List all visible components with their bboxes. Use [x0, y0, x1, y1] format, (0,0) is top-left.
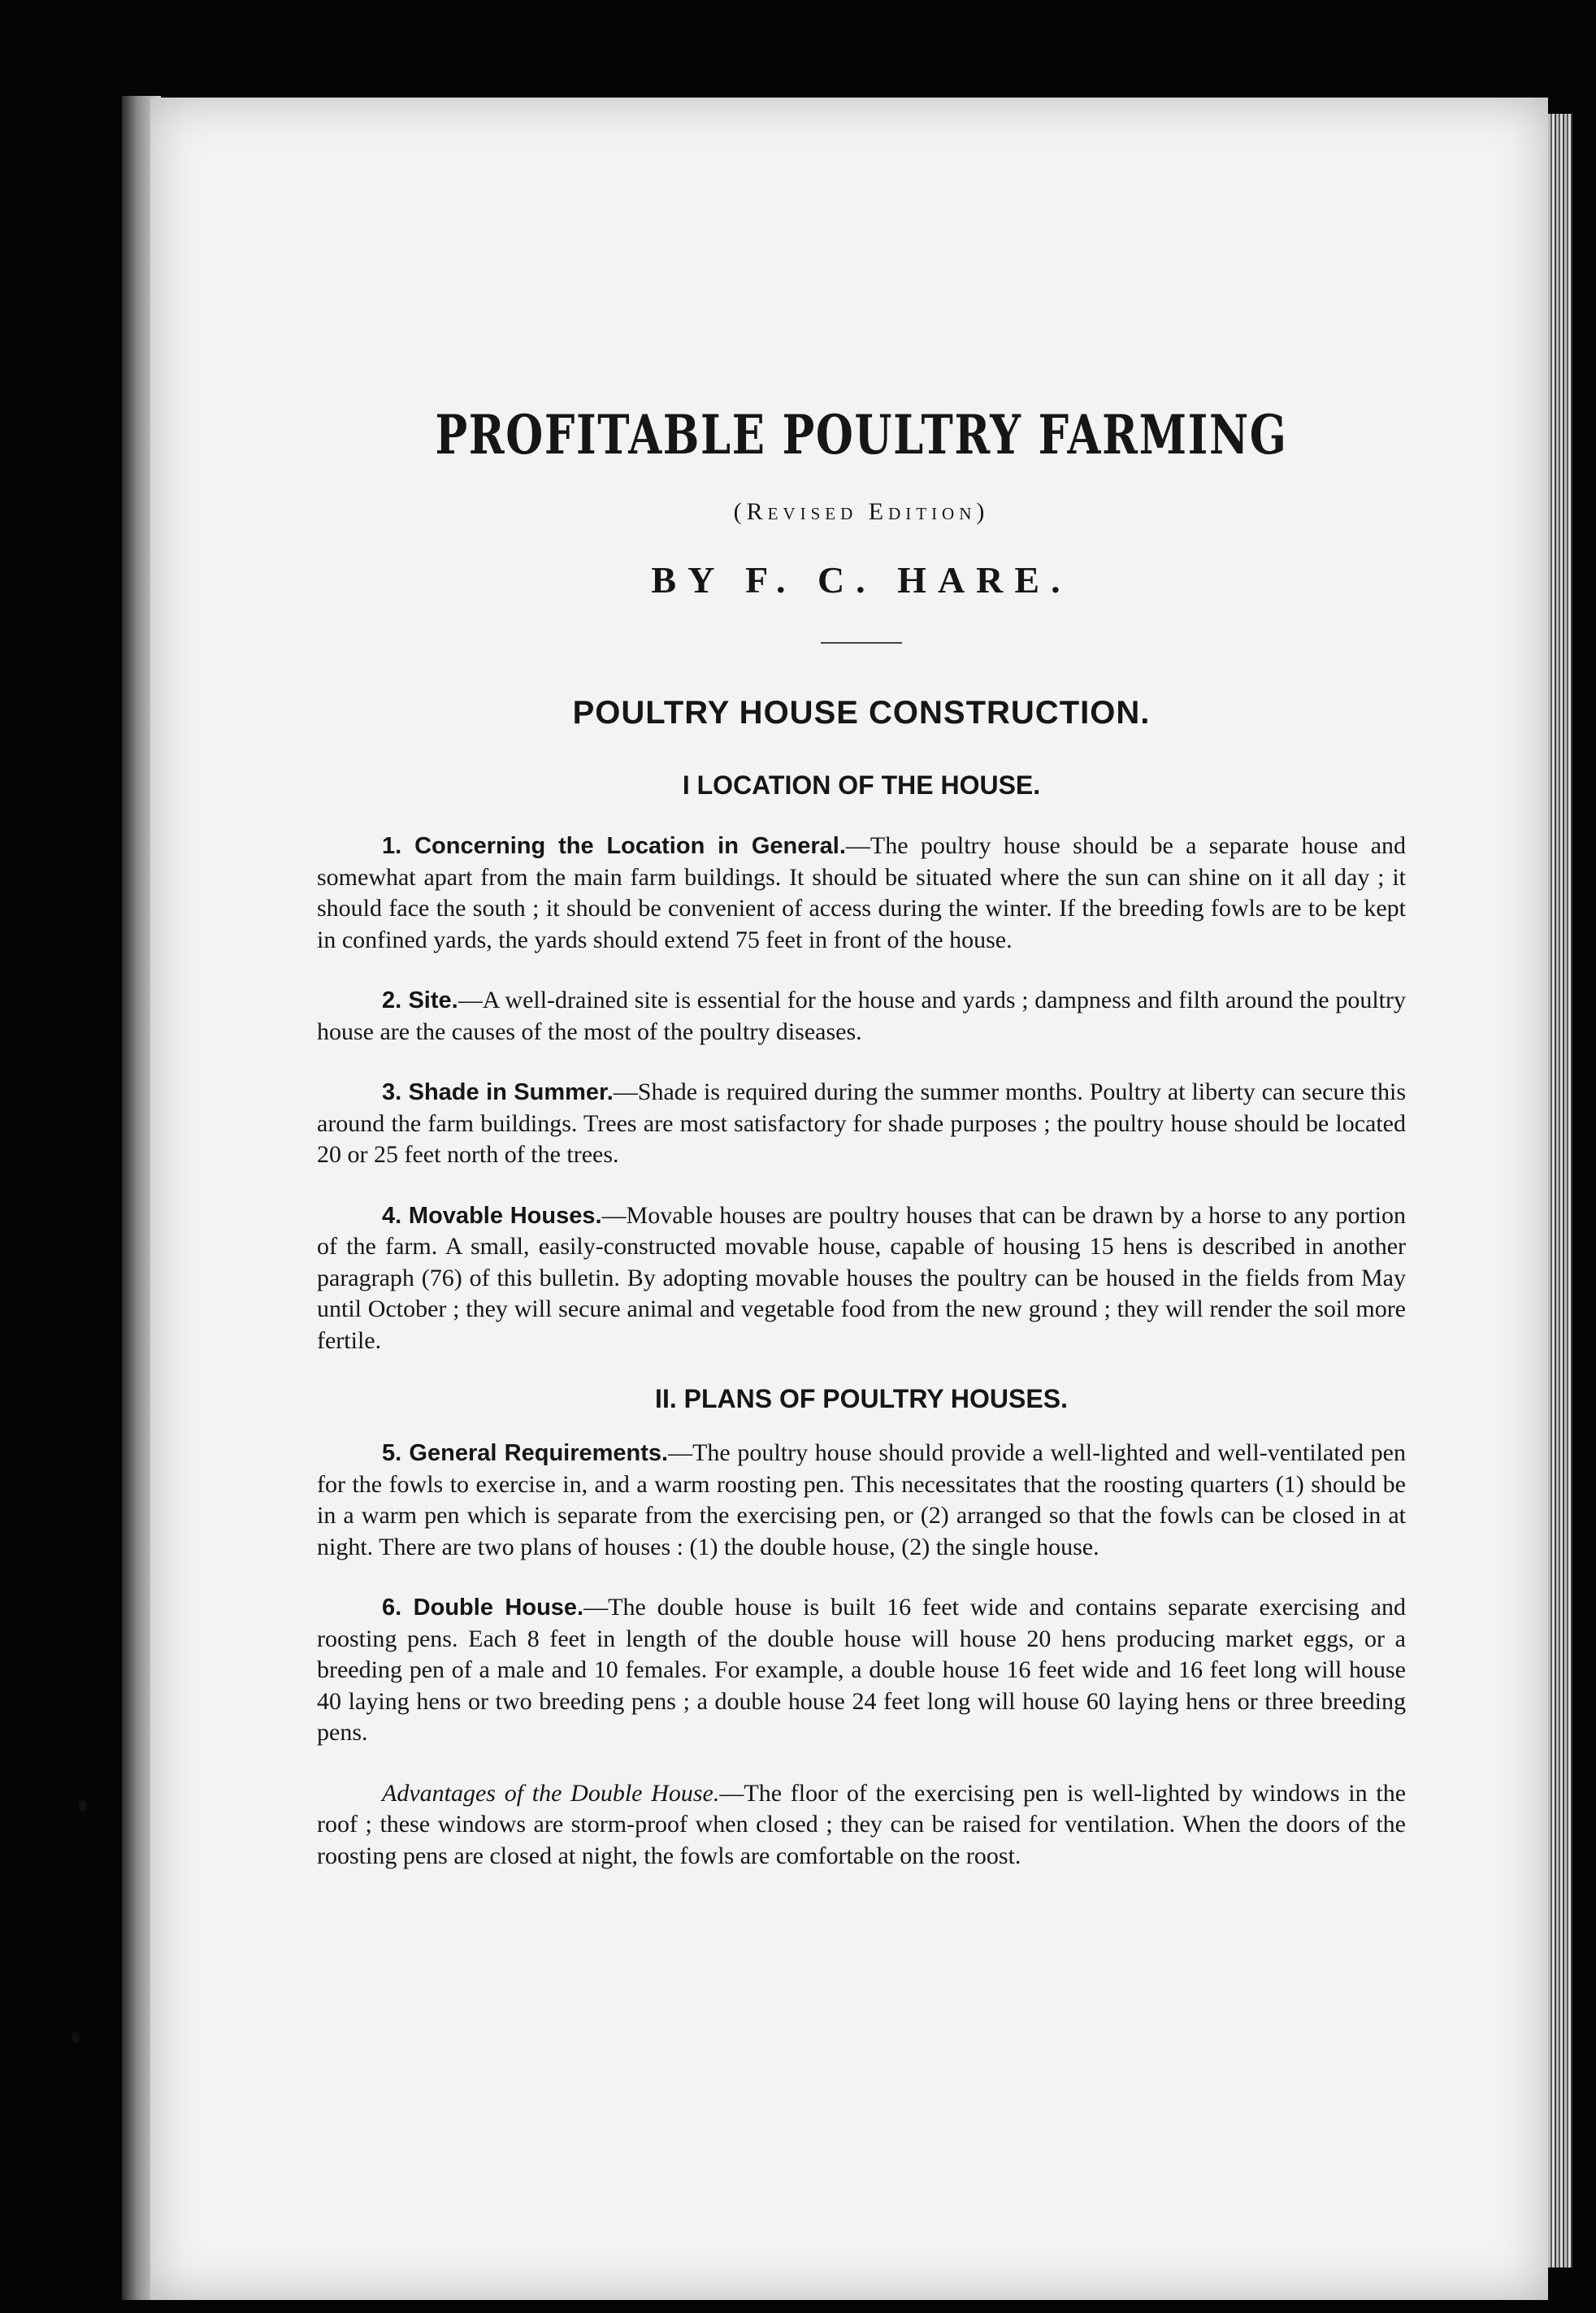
- title-divider: [821, 642, 902, 644]
- paragraph-text: —Shade is required during the summer months. Poultry at liberty can secure this around the farm buildings. Trees are most satisfactory for shade purposes ; the poultry house should be located 20 or 25 feet north of the trees.: [317, 1078, 1406, 1168]
- section-heading: POULTRY HOUSE CONSTRUCTION.: [572, 695, 1151, 731]
- paragraph-6: [317, 1592, 1406, 1749]
- paragraph-advantages: [317, 1778, 1406, 1873]
- paragraph-lead: 3. Shade in Summer.: [382, 1079, 614, 1105]
- paragraph-lead: 2. Site.: [382, 987, 458, 1013]
- paragraph-lead: Advantages of the Double House.: [382, 1779, 720, 1807]
- book-title: PROFITABLE POULTRY FARMING: [435, 403, 1288, 467]
- edition-line: (Revised Edition): [733, 498, 990, 525]
- scan-speck: [79, 1800, 87, 1812]
- paragraph-lead: 5. General Requirements.: [382, 1440, 669, 1466]
- page-content: [317, 398, 1406, 1872]
- part-heading-plans: II. PLANS OF POULTRY HOUSES.: [655, 1384, 1068, 1413]
- paragraph-lead: 6. Double House.: [382, 1595, 584, 1621]
- paragraph-text: —The double house is built 16 feet wide and contains separate exercising and roosting pens. Each 8 feet in length of the double house will house 20 hens producing market eggs, or a breeding pen of a male and 10 females. For example, a double house 16 feet wide and 16 feet long will house 40 laying hens or two breeding pens ; a double house 24 feet long will house 60 laying hens or three breeding pens.: [317, 1594, 1406, 1746]
- paragraph-lead: 1. Concerning the Location in General.: [382, 833, 846, 859]
- paragraph-4: [317, 1200, 1406, 1357]
- paragraph-1: [317, 831, 1406, 956]
- scan-speck: [72, 2032, 80, 2043]
- paragraph-3: [317, 1077, 1406, 1171]
- paragraph-text: —The poultry house should provide a well-lighted and well-ventilated pen for the fowls to exercise in, and a warm roosting pen. This necessitates that the roosting quarters (1) should be in a warm pen which is separate from the exercising pen, or (2) arranged so that the fowls can be closed in at night. There are two plans of houses : (1) the double house, (2) the single house.: [317, 1439, 1406, 1560]
- paragraph-lead: 4. Movable Houses.: [382, 1202, 602, 1229]
- part-heading-location: I LOCATION OF THE HOUSE.: [682, 770, 1041, 800]
- paragraph-2: [317, 985, 1406, 1048]
- author-line: BY F. C. HARE.: [651, 559, 1072, 601]
- paragraph-text: —The poultry house should be a separate house and somewhat apart from the main farm buildings. It should be situated where the sun can shine on it all day ; it should face the south ; it should be convenient of access during the winter. If the breeding fowls are to be kept in confined yards, the yards should extend 75 feet in front of the house.: [317, 832, 1407, 953]
- paragraph-5: [317, 1438, 1406, 1563]
- paragraph-text: —A well-drained site is essential for the house and yards ; dampness and filth around the poultry house are the causes of the most of the poultry diseases.: [317, 987, 1406, 1045]
- paragraph-text: —Movable houses are poultry houses that can be drawn by a horse to any portion of the farm. A small, easily-constructed movable house, capable of housing 15 hens is described in another paragraph (76) of this bulletin. By adopting movable houses the poultry can be housed in the fields from May until October ; they will secure animal and vegetable food from the new ground ; they will render the soil more fertile.: [317, 1201, 1406, 1354]
- paragraph-text: —The floor of the exercising pen is well-lighted by windows in the roof ; these windows are storm-proof when closed ; they can be raised for ventilation. When the doors of the roosting pens are closed at night, the fowls are comfortable on the roost.: [317, 1779, 1407, 1869]
